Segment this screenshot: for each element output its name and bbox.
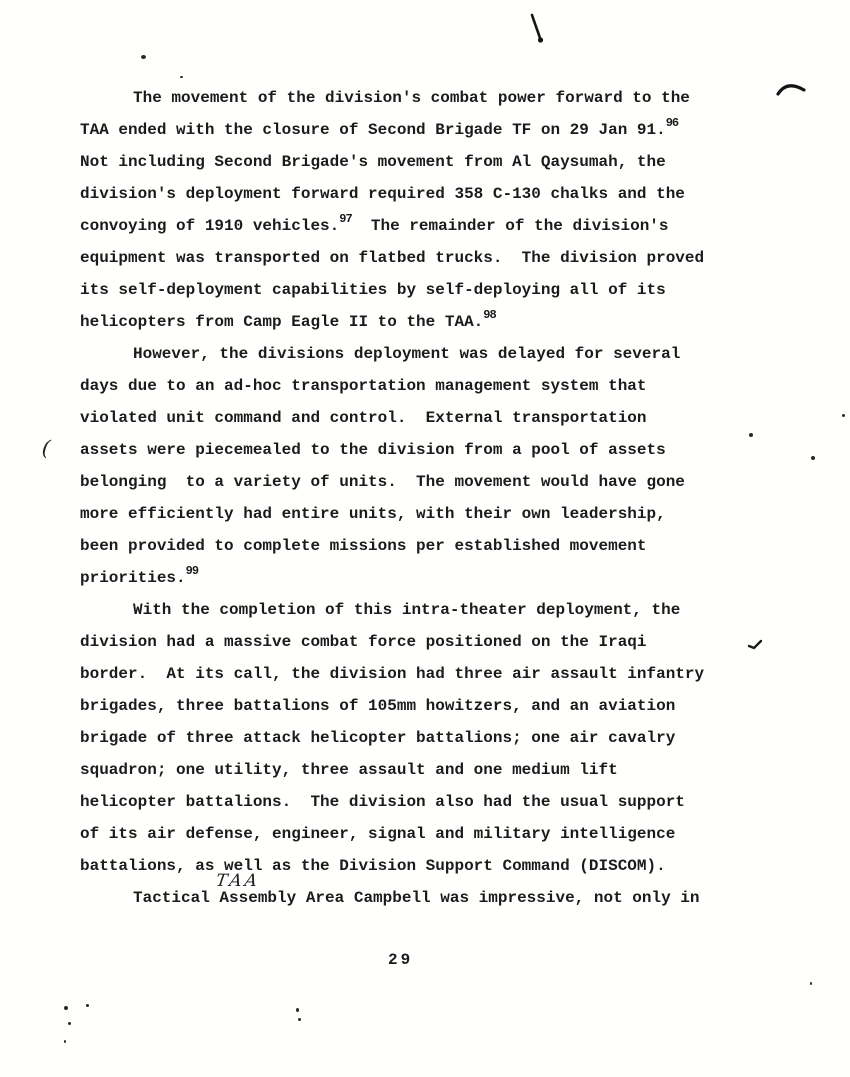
text-line <box>80 434 740 466</box>
text-segment: division had a massive combat force positioned on the Iraqi <box>80 633 647 651</box>
text-line <box>80 338 740 370</box>
text-segment: priorities. <box>80 569 186 587</box>
text-segment: its self-deployment capabilities by self-deploying all of its <box>80 281 666 299</box>
footnote-marker: 99 <box>185 564 199 578</box>
text-segment: been provided to complete missions per established movement <box>80 537 647 555</box>
text-line <box>80 178 740 210</box>
text-line <box>80 786 740 818</box>
text-line <box>80 306 740 338</box>
scan-speck <box>842 414 845 417</box>
text-segment: The remainder of the division's <box>351 217 669 235</box>
text-line <box>80 594 740 626</box>
text-line <box>80 626 740 658</box>
text-segment: more efficiently had entire units, with their own leadership, <box>80 505 666 523</box>
text-line <box>80 690 740 722</box>
pen-stroke-top-center <box>524 10 554 50</box>
text-line <box>80 658 740 690</box>
text-line <box>80 274 740 306</box>
footnote-marker: 97 <box>339 212 352 226</box>
scan-speck <box>298 1018 301 1021</box>
text-segment: helicopters from Camp Eagle II to the TAA. <box>80 313 484 331</box>
text-line <box>80 818 740 850</box>
text-segment: assets were piecemealed to the division from a pool of assets <box>80 441 666 459</box>
handwritten-annotation-taa: TAA <box>214 871 262 891</box>
text-segment: border. At its call, the division had three air assault infantry <box>80 665 705 683</box>
text-line <box>80 210 740 242</box>
text-line <box>80 530 740 562</box>
text-segment: battalions, as well as the Division Support Command (DISCOM). <box>80 857 666 875</box>
text-segment: brigade of three attack helicopter battalions; one air cavalry <box>80 729 676 747</box>
text-segment: belonging to a variety of units. The movement would have gone <box>80 473 685 491</box>
text-segment: division's deployment forward required 358 C-130 chalks and the <box>80 185 685 203</box>
scan-speck <box>749 433 753 437</box>
text-segment: However, the divisions deployment was delayed for several <box>133 345 681 363</box>
text-line <box>80 402 740 434</box>
text-line <box>80 242 740 274</box>
handwritten-margin-mark: ( <box>40 435 52 461</box>
page-number: 29 <box>388 951 414 969</box>
text-segment: TAA ended with the closure of Second Brigade TF on 29 Jan 91. <box>80 121 666 139</box>
text-segment: squadron; one utility, three assault and one medium lift <box>80 761 618 779</box>
text-body <box>80 82 740 914</box>
scan-speck <box>180 76 183 78</box>
text-segment: convoying of 1910 vehicles. <box>80 217 340 235</box>
scan-speck <box>141 55 146 59</box>
text-segment: Tactical Assembly Area Campbell was impressive, not only in <box>133 889 700 907</box>
text-segment: brigades, three battalions of 105mm howitzers, and an aviation <box>80 697 676 715</box>
text-segment: The movement of the division's combat power forward to the <box>133 89 690 107</box>
scan-speck <box>64 1040 66 1043</box>
text-line <box>80 114 740 146</box>
scan-speck <box>811 456 815 460</box>
text-line <box>80 562 740 594</box>
text-line <box>80 850 740 882</box>
text-line <box>80 466 740 498</box>
scan-speck <box>64 1006 68 1010</box>
pen-tick-right-margin <box>746 637 766 651</box>
text-line <box>80 882 740 914</box>
text-segment: With the completion of this intra-theater deployment, the <box>133 601 681 619</box>
text-line <box>80 146 740 178</box>
pen-stroke-top-right-curve <box>774 78 810 100</box>
text-segment: Not including Second Brigade's movement from Al Qaysumah, the <box>80 153 666 171</box>
text-segment: violated unit command and control. External transportation <box>80 409 647 427</box>
text-segment: helicopter battalions. The division also had the usual support <box>80 793 685 811</box>
scan-speck <box>86 1004 89 1007</box>
text-line <box>80 754 740 786</box>
text-segment: of its air defense, engineer, signal and military intelligence <box>80 825 676 843</box>
text-line <box>80 498 740 530</box>
text-segment: equipment was transported on flatbed trucks. The division proved <box>80 249 705 267</box>
text-line <box>80 82 740 114</box>
scan-speck <box>810 982 812 985</box>
footnote-marker: 96 <box>665 116 679 130</box>
text-line <box>80 370 740 402</box>
scan-speck <box>296 1008 299 1012</box>
text-segment: days due to an ad-hoc transportation management system that <box>80 377 647 395</box>
scan-speck <box>68 1022 71 1025</box>
footnote-marker: 98 <box>483 308 496 322</box>
text-line <box>80 722 740 754</box>
